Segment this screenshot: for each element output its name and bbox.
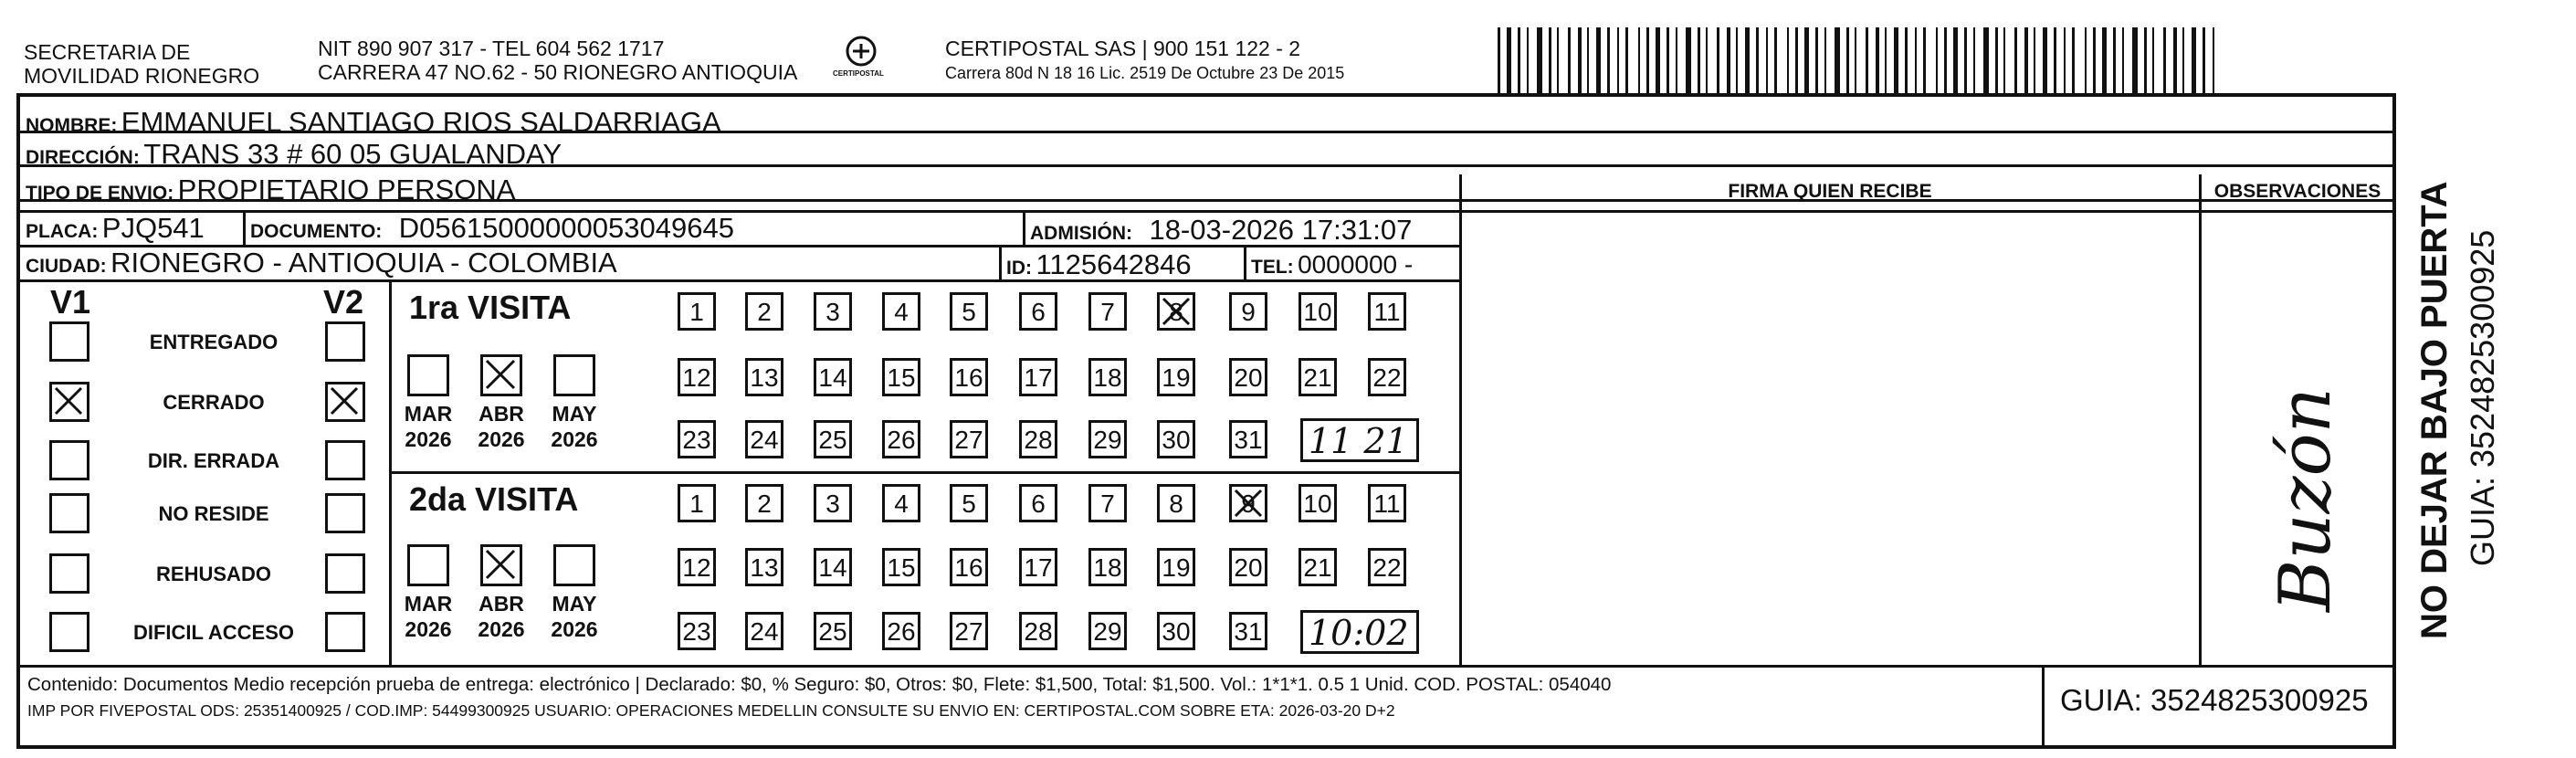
v1-checkbox-6[interactable] bbox=[49, 612, 89, 652]
v2-checkbox-6[interactable] bbox=[325, 612, 365, 652]
visit1-days-day-20[interactable]: 20 bbox=[1229, 358, 1267, 396]
visit1-days-day-8[interactable]: 8 bbox=[1157, 292, 1195, 331]
visit1-days-day-2[interactable]: 2 bbox=[745, 292, 783, 331]
visit1-days-day-25[interactable]: 25 bbox=[814, 420, 852, 458]
visit2-days-day-8[interactable]: 8 bbox=[1157, 484, 1195, 522]
visit2-days-day-26[interactable]: 26 bbox=[882, 612, 920, 650]
month-year: 2026 bbox=[551, 427, 598, 451]
barcode bbox=[1498, 27, 2228, 93]
firma-header: FIRMA QUIEN RECIBE bbox=[1728, 181, 1932, 202]
visit1-days-day-3[interactable]: 3 bbox=[814, 292, 852, 331]
status-label: CERRADO bbox=[163, 391, 265, 414]
visit1-days-day-7[interactable]: 7 bbox=[1088, 292, 1127, 331]
courier-line: CERTIPOSTAL SAS | 900 151 122 - 2 bbox=[945, 37, 1301, 60]
visit2-days-day-13[interactable]: 13 bbox=[745, 548, 783, 586]
v1-checkbox-5[interactable] bbox=[49, 553, 89, 594]
v2-checkbox-2[interactable] bbox=[325, 382, 365, 422]
visit2-days-day-6[interactable]: 6 bbox=[1019, 484, 1057, 522]
visit2-days-day-29[interactable]: 29 bbox=[1088, 612, 1127, 650]
visit2-days-day-17[interactable]: 17 bbox=[1019, 548, 1057, 586]
v2-checkbox-4[interactable] bbox=[325, 493, 365, 533]
visit1-days-day-12[interactable]: 12 bbox=[678, 358, 716, 396]
visit2-days-day-19[interactable]: 19 bbox=[1157, 548, 1195, 586]
footer-guia: GUIA: 3524825300925 bbox=[2060, 683, 2369, 717]
month-name: MAR bbox=[404, 402, 453, 426]
visit2-title: 2da VISITA bbox=[409, 480, 579, 518]
tipo-envio-value: PROPIETARIO PERSONA bbox=[177, 174, 516, 205]
documento-value: D05615000000053049645 bbox=[398, 212, 734, 244]
address-line: CARRERA 47 NO.62 - 50 RIONEGRO ANTIOQUIA bbox=[318, 60, 798, 84]
ciudad-value: RIONEGRO - ANTIOQUIA - COLOMBIA bbox=[110, 247, 617, 279]
visit2-days-day-30[interactable]: 30 bbox=[1157, 612, 1195, 650]
admision-label: ADMISIÓN: bbox=[1030, 223, 1132, 244]
visit2-days-day-24[interactable]: 24 bbox=[745, 612, 783, 650]
visit1-days-day-26[interactable]: 26 bbox=[882, 420, 920, 458]
logo-text: CERTIPOSTAL bbox=[833, 69, 884, 78]
visit1-days-day-30[interactable]: 30 bbox=[1157, 420, 1195, 458]
month-year: 2026 bbox=[551, 617, 598, 641]
visit2-months-month-checkbox-3[interactable] bbox=[553, 544, 595, 586]
v1-label: V1 bbox=[50, 283, 91, 321]
visit1-days-day-17[interactable]: 17 bbox=[1019, 358, 1057, 396]
side-guia: GUIA: 3524825300925 bbox=[2464, 229, 2501, 566]
visit2-months-month-checkbox-1[interactable] bbox=[407, 544, 449, 586]
id-value: 1125642846 bbox=[1036, 248, 1192, 280]
visit1-months-month-checkbox-2[interactable] bbox=[480, 354, 522, 396]
visit2-days-day-11[interactable]: 11 bbox=[1368, 484, 1406, 522]
visit2-days-day-3[interactable]: 3 bbox=[814, 484, 852, 522]
v2-checkbox-5[interactable] bbox=[325, 553, 365, 594]
visit1-days-day-15[interactable]: 15 bbox=[882, 358, 920, 396]
visit1-days-day-28[interactable]: 28 bbox=[1019, 420, 1057, 458]
nombre-value: EMMANUEL SANTIAGO RIOS SALDARRIAGA bbox=[121, 106, 721, 138]
visit2-days-day-9[interactable]: 9 bbox=[1229, 484, 1267, 522]
visit1-months-month-checkbox-3[interactable] bbox=[553, 354, 595, 396]
visit1-days-day-9[interactable]: 9 bbox=[1229, 292, 1267, 331]
visit1-days-day-13[interactable]: 13 bbox=[745, 358, 783, 396]
visit2-days-day-18[interactable]: 18 bbox=[1088, 548, 1127, 586]
visit2-days-day-4[interactable]: 4 bbox=[882, 484, 920, 522]
direccion-label: DIRECCIÓN: bbox=[26, 147, 140, 168]
visit1-days-day-1[interactable]: 1 bbox=[678, 292, 716, 331]
visit2-days-day-12[interactable]: 12 bbox=[678, 548, 716, 586]
direccion-value: TRANS 33 # 60 05 GUALANDAY bbox=[143, 138, 563, 170]
visit2-days-day-7[interactable]: 7 bbox=[1088, 484, 1127, 522]
month-year: 2026 bbox=[405, 617, 452, 641]
visit1-days-day-31[interactable]: 31 bbox=[1229, 420, 1267, 458]
visit2-days-day-5[interactable]: 5 bbox=[950, 484, 988, 522]
visit2-days-day-2[interactable]: 2 bbox=[745, 484, 783, 522]
footer-content-line: Contenido: Documentos Medio recepción prueba de entrega: electrónico | Declarado: $0, % Seguro: $0, Otros: $0, Flete: $1,500, Total: $1,500. Vol.: 1*1*1. 0.5 1 Unid. COD. POSTAL: 054040 bbox=[27, 674, 1612, 695]
visit1-days-day-19[interactable]: 19 bbox=[1157, 358, 1195, 396]
documento-label: DOCUMENTO: bbox=[250, 221, 383, 242]
v1-checkbox-2[interactable] bbox=[49, 382, 89, 422]
month-name: ABR bbox=[478, 592, 524, 616]
v1-checkbox-3[interactable] bbox=[49, 440, 89, 480]
nit-line: NIT 890 907 317 - TEL 604 562 1717 bbox=[318, 37, 665, 60]
placa-label: PLACA: bbox=[26, 221, 99, 242]
tel-label: TEL: bbox=[1251, 257, 1294, 278]
status-label: DIR. ERRADA bbox=[147, 449, 280, 472]
tel-value: 0000000 - bbox=[1298, 250, 1414, 279]
visit1-time: 11 21 bbox=[1309, 421, 1408, 461]
visit2-days-day-16[interactable]: 16 bbox=[950, 548, 988, 586]
visit1-time-box[interactable] bbox=[1300, 418, 1419, 462]
nombre-label: NOMBRE: bbox=[26, 115, 118, 136]
visit1-days-day-4[interactable]: 4 bbox=[882, 292, 920, 331]
v2-checkbox-3[interactable] bbox=[325, 440, 365, 480]
month-name: MAY bbox=[552, 402, 597, 426]
visit2-days-day-1[interactable]: 1 bbox=[678, 484, 716, 522]
visit1-days-day-11[interactable]: 11 bbox=[1368, 292, 1406, 331]
visit2-days-day-28[interactable]: 28 bbox=[1019, 612, 1057, 650]
visit1-months-month-checkbox-1[interactable] bbox=[407, 354, 449, 396]
visit1-days-day-10[interactable]: 10 bbox=[1299, 292, 1337, 331]
visit1-days-day-29[interactable]: 29 bbox=[1088, 420, 1127, 458]
visit2-days-day-25[interactable]: 25 bbox=[814, 612, 852, 650]
visit1-days-day-5[interactable]: 5 bbox=[950, 292, 988, 331]
admision-value: 18-03-2026 17:31:07 bbox=[1149, 214, 1413, 246]
visit2-days-day-22[interactable]: 22 bbox=[1368, 548, 1406, 586]
v2-checkbox-1[interactable] bbox=[325, 321, 365, 362]
v1-checkbox-4[interactable] bbox=[49, 493, 89, 533]
visit2-time: 10:02 bbox=[1309, 613, 1409, 653]
v1-checkbox-1[interactable] bbox=[49, 321, 89, 362]
month-year: 2026 bbox=[405, 427, 452, 451]
visit1-days-day-6[interactable]: 6 bbox=[1019, 292, 1057, 331]
no-dejar-bajo-puerta: NO DEJAR BAJO PUERTA bbox=[2414, 181, 2455, 639]
status-label: NO RESIDE bbox=[158, 502, 269, 525]
visit2-days-day-20[interactable]: 20 bbox=[1229, 548, 1267, 586]
issuer-line-1: SECRETARIA DE bbox=[24, 40, 191, 64]
visit1-days-day-18[interactable]: 18 bbox=[1088, 358, 1127, 396]
placa-value: PJQ541 bbox=[101, 212, 205, 244]
visit1-days-day-21[interactable]: 21 bbox=[1299, 358, 1337, 396]
visit1-days-day-14[interactable]: 14 bbox=[814, 358, 852, 396]
visit1-days-day-27[interactable]: 27 bbox=[950, 420, 988, 458]
visit2-days-day-23[interactable]: 23 bbox=[678, 612, 716, 650]
tipo-envio-label: TIPO DE ENVIO: bbox=[26, 183, 174, 204]
month-year: 2026 bbox=[478, 617, 525, 641]
issuer-line-2: MOVILIDAD RIONEGRO bbox=[24, 64, 260, 88]
visit2-months-month-checkbox-2[interactable] bbox=[480, 544, 522, 586]
visit2-days-day-21[interactable]: 21 bbox=[1299, 548, 1337, 586]
ciudad-label: CIUDAD: bbox=[26, 256, 107, 277]
visit1-title: 1ra VISITA bbox=[409, 289, 572, 326]
observaciones-header: OBSERVACIONES bbox=[2213, 181, 2381, 202]
month-name: ABR bbox=[478, 402, 524, 426]
footer-imp-line: IMP POR FIVEPOSTAL ODS: 25351400925 / COD.IMP: 54499300925 USUARIO: OPERACIONES MEDELLIN CONSULTE SU ENVIO EN: CERTIPOSTAL.COM SOBRE ETA: 2026-03-20 D+2 bbox=[27, 701, 1395, 720]
visit2-days-day-15[interactable]: 15 bbox=[882, 548, 920, 586]
status-label: DIFICIL ACCESO bbox=[132, 621, 294, 644]
visit2-days-day-27[interactable]: 27 bbox=[950, 612, 988, 650]
status-label: REHUSADO bbox=[156, 563, 271, 585]
visit2-time-box[interactable] bbox=[1300, 610, 1419, 654]
month-name: MAY bbox=[552, 592, 597, 616]
visit2-days-day-31[interactable]: 31 bbox=[1229, 612, 1267, 650]
observaciones-handwritten: Buzón bbox=[2265, 387, 2347, 612]
visit1-days-day-24[interactable]: 24 bbox=[745, 420, 783, 458]
visit1-days-day-23[interactable]: 23 bbox=[678, 420, 716, 458]
visit1-days-day-16[interactable]: 16 bbox=[950, 358, 988, 396]
month-year: 2026 bbox=[478, 427, 525, 451]
status-label: ENTREGADO bbox=[149, 331, 279, 353]
visit2-days-day-10[interactable]: 10 bbox=[1299, 484, 1337, 522]
v2-label: V2 bbox=[323, 283, 364, 321]
visit2-days-day-14[interactable]: 14 bbox=[814, 548, 852, 586]
license-line: Carrera 80d N 18 16 Lic. 2519 De Octubre 23 De 2015 bbox=[945, 64, 1345, 82]
visit1-days-day-22[interactable]: 22 bbox=[1368, 358, 1406, 396]
id-label: ID: bbox=[1006, 258, 1032, 279]
month-name: MAR bbox=[404, 592, 453, 616]
